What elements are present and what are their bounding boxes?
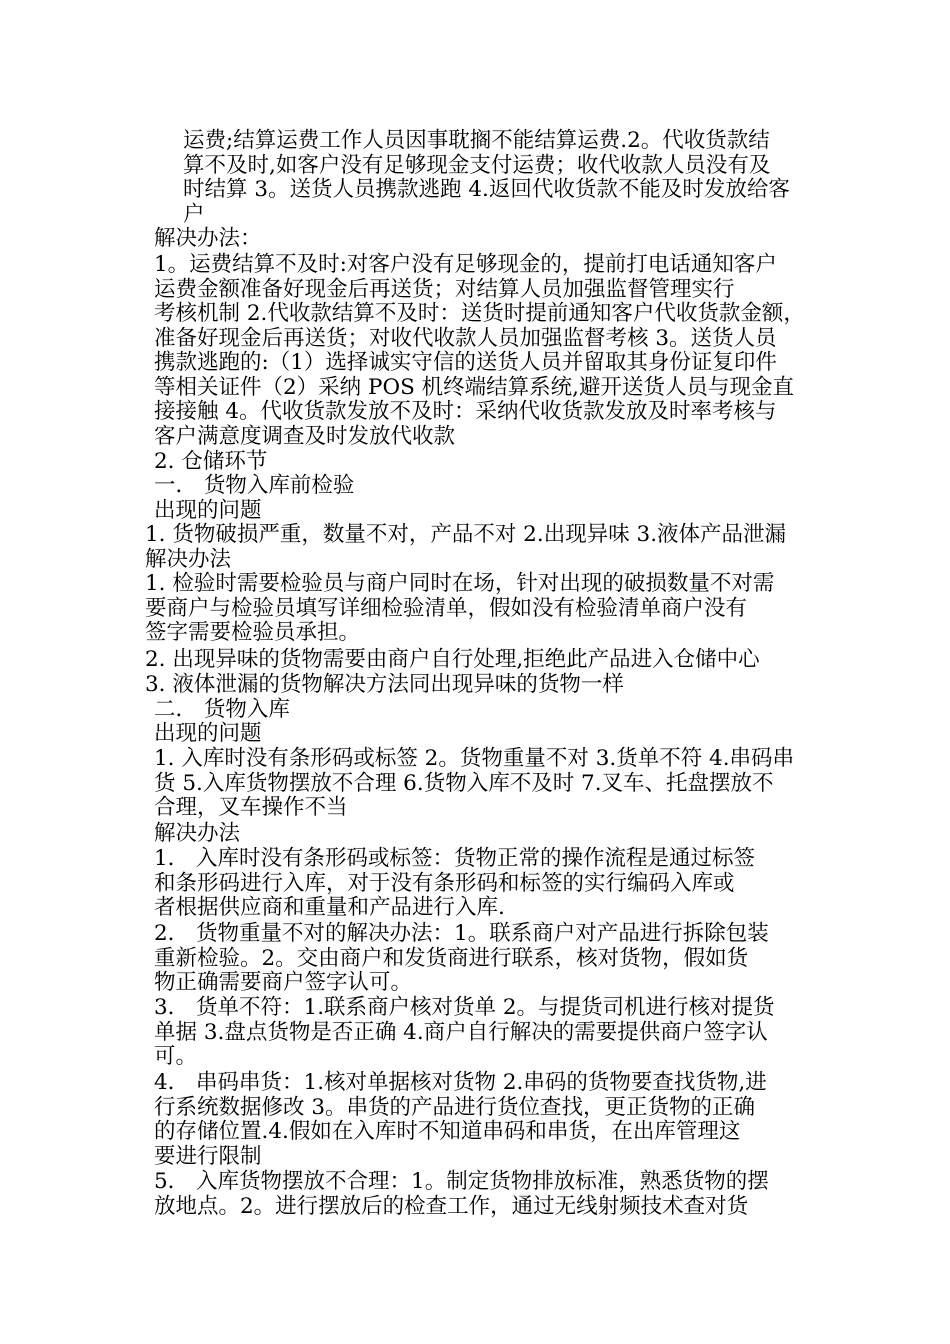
solution-heading-1: 解决办法： (154, 226, 262, 251)
intro-paragraph: 运费;结算运费工作人员因事耽搁不能结算运费.2。代收货款结 算不及时,如客户没有足够现金支付运费；收代收款人员没有及 时结算 3。送货人员携款逃跑 4.返回代收货款不能及时发放给客 户 (183, 128, 790, 227)
solution-3-item-4: 4． 串码串货：1.核对单据核对货物 2.串码的货物要查找货物,进 行系统数据修改 3。串货的产品进行货位查找，更正货物的正确 的存储位置.4.假如在入库时不知道串码和串货，在出库管理这 要进行限制 (154, 1070, 767, 1169)
problem-heading-1: 出现的问题 (154, 498, 262, 523)
solution-3-item-2: 2． 货物重量不对的解决办法：1。联系商户对产品进行拆除包装 重新检验。2。交由商户和发货商进行联系，核对货物，假如货 物正确需要商户签字认可。 (154, 921, 769, 995)
solution-2-item-1: 1. 检验时需要检验员与商户同时在场，针对出现的破损数量不对需 要商户与检验员填写详细检验清单，假如没有检验清单商户没有 签字需要检验员承担。 (145, 571, 775, 645)
solution-2-item-3: 3. 液体泄漏的货物解决方法同出现异味的货物一样 (145, 672, 624, 697)
solution-2-item-2: 2. 出现异味的货物需要由商户自行处理,拒绝此产品进入仓储中心 (145, 647, 760, 672)
solution-3-item-5: 5． 入库货物摆放不合理：1。制定货物排放标准，熟悉货物的摆 放地点。2。进行摆放后的检查工作，通过无线射频技术查对货 (154, 1169, 769, 1219)
solution-3-item-1: 1． 入库时没有条形码或标签：货物正常的操作流程是通过标签 和条形码进行入库，对于没有条形码和标签的实行编码入库或 者根据供应商和重量和产品进行入库. (154, 846, 756, 920)
section-heading-warehouse: 2. 仓储环节 (154, 449, 268, 474)
solution-heading-2: 解决办法 (145, 547, 232, 572)
problem-list-1: 1. 货物破损严重，数量不对，产品不对 2.出现异味 3.液体产品泄漏 (145, 522, 787, 547)
subsection-heading-inspection: 一． 货物入库前检验 (154, 473, 355, 498)
solution-3-item-3: 3． 货单不符：1.联系商户核对货单 2。与提货司机进行核对提货 单据 3.盘点货物是否正确 4.商户自行解决的需要提供商户签字认 可。 (154, 995, 775, 1069)
problem-heading-2: 出现的问题 (154, 721, 262, 746)
problem-list-2: 1. 入库时没有条形码或标签 2。货物重量不对 3.货单不符 4.串码串 货 5.入库货物摆放不合理 6.货物入库不及时 7.叉车、托盘摆放不 合理，叉车操作不当 (154, 746, 795, 820)
solution-paragraph-1: 1。运费结算不及时:对客户没有足够现金的，提前打电话通知客户 运费金额准备好现金后再送货；对结算人员加强监督管理实行 考核机制 2.代收款结算不及时：送货时提前通知客户代收货款金额， 准备好现金后再送货；对收代收款人员加强监督考核 3。送货人员 携款逃跑的:（1）选择诚实守信的送货人员并留取其身份证复印件 等相关证件（2）采纳 POS 机终端结算系统,避开送货人员与现金直 接接触 4。代收货款发放不及时：采纳代收货款发放及时率考核与 客户满意度调查及时发放代收款 (154, 252, 805, 449)
solution-heading-3: 解决办法 (154, 821, 241, 846)
subsection-heading-inbound: 二． 货物入库 (154, 697, 290, 722)
